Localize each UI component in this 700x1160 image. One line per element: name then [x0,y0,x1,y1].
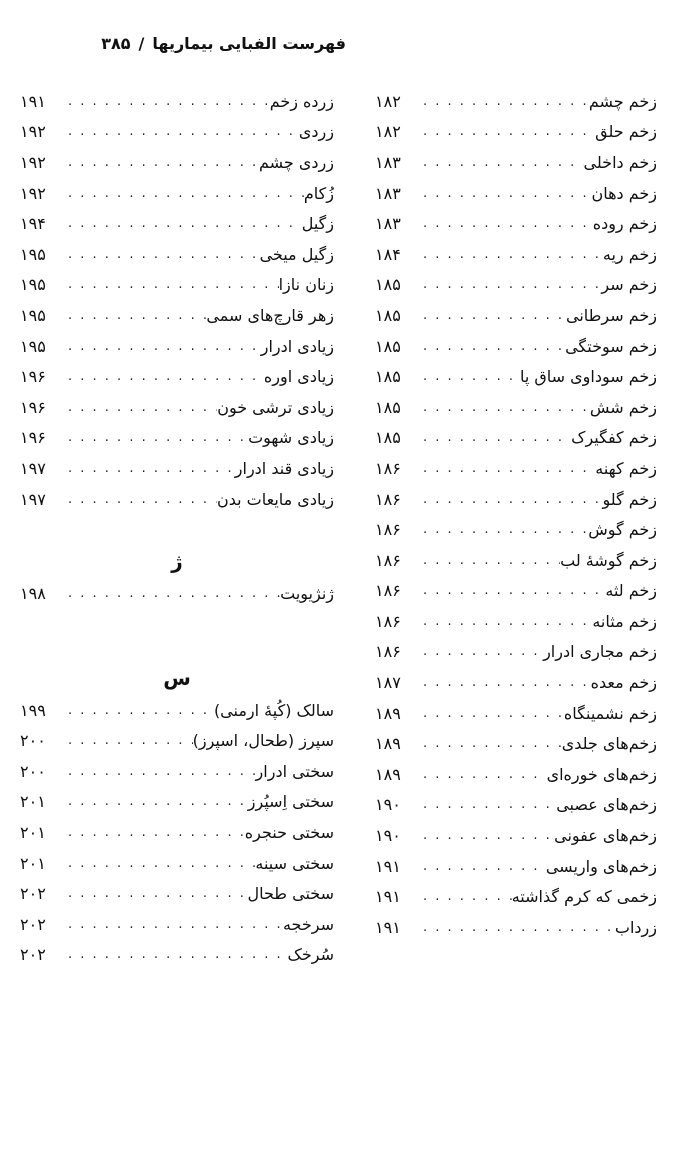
entry-term: سختی سینه [255,853,334,873]
index-entry [375,576,657,607]
index-entry [20,787,334,818]
entry-page-number: ۲۰۰ [20,731,46,751]
entry-term: زیادی شهوت [248,428,334,448]
index-entry [375,667,657,698]
entry-page-number: ۲۰۲ [20,884,46,904]
index-entry [20,270,334,301]
dot-leader [419,247,603,262]
index-entry [375,453,657,484]
index-entry [375,423,657,454]
dot-leader [419,400,590,415]
entry-page-number: ۱۹۷ [20,458,46,478]
entry-term: زیادی مایعات بدن [216,489,334,509]
entry-page-number: ۲۰۲ [20,914,46,934]
dot-leader [419,308,566,323]
entry-page-number: ۱۸۶ [375,642,401,662]
entry-page-number: ۱۹۹ [20,700,46,720]
entry-term: زخم‌های عفونی [554,826,657,846]
index-entry [20,423,334,454]
entry-term: زردی چشم [259,152,334,172]
entry-page-number: ۱۹۱ [20,91,46,111]
dot-leader [419,430,571,445]
entry-term: زیادی اوره [263,367,334,387]
dot-leader [64,430,248,445]
dot-leader [419,216,593,231]
entry-page-number: ۱۸۶ [375,520,401,540]
entry-page-number: ۱۹۱ [375,917,401,937]
index-entry [375,361,657,392]
entry-page-number: ۱۸۳ [375,152,401,172]
dot-leader [64,339,261,354]
entry-term: زرداب [614,917,657,937]
entry-term: سالک (کُپۀ ارمنی) [213,700,334,720]
dot-leader [419,186,591,201]
dot-leader [64,947,288,962]
entry-term: زخم‌های جلدی [561,734,657,754]
dot-leader [64,794,248,809]
index-entry [20,331,334,362]
entry-page-number: ۱۸۹ [375,703,401,723]
entry-page-number: ۱۹۶ [20,428,46,448]
entry-term: زخم‌های خوره‌ای [546,764,657,784]
entry-term: زیادی ادرار [260,336,334,356]
dot-leader [64,825,245,840]
entry-term: زخم کفگیرک [571,428,657,448]
entry-term: زخم‌های واریسی [545,856,657,876]
entry-page-number: ۱۹۲ [20,152,46,172]
index-entry [20,484,334,515]
index-entry [20,578,334,609]
dot-leader [64,369,264,384]
dot-leader [419,706,564,721]
dot-leader [64,764,256,779]
entry-term: زخم‌های عصبی [556,795,657,815]
index-entry [20,117,334,148]
index-entry [20,909,334,940]
entry-page-number: ۱۹۱ [375,856,401,876]
index-entry [375,637,657,668]
dot-leader [64,155,259,170]
entry-term: زخم ریه [602,244,657,264]
dot-leader [64,124,299,139]
index-entry [20,848,334,879]
entry-term: زخمی که کرم گذاشته [511,887,657,907]
dot-leader [64,247,260,262]
index-entry [20,756,334,787]
entry-term: زخم کهنه [595,458,657,478]
entry-term: زیادی قند ادرار [234,458,334,478]
dot-leader [419,920,615,935]
index-entry [20,208,334,239]
dot-leader [419,553,560,568]
dot-leader [64,492,217,507]
dot-leader [419,461,595,476]
entry-page-number: ۱۹۵ [20,305,46,325]
entry-page-number: ۱۹۵ [20,275,46,295]
entry-page-number: ۱۸۳ [375,214,401,234]
section-letter-heading: س [163,665,191,690]
entry-term: زخم لثه [605,581,657,601]
dot-leader [64,733,193,748]
section-gap [20,514,334,544]
index-entry [375,606,657,637]
index-entry [375,331,657,362]
entry-term: سختی طحال [247,884,334,904]
dot-leader [419,889,512,904]
index-entry [375,392,657,423]
entry-term: سختی حنجره [244,823,334,843]
entry-page-number: ۱۸۴ [375,244,401,264]
entry-page-number: ۱۸۵ [375,397,401,417]
entry-page-number: ۱۹۷ [20,489,46,509]
dot-leader [419,736,562,751]
entry-term: سرخجه [282,914,334,934]
dot-leader [419,339,565,354]
index-entry [20,392,334,423]
entry-term: زخم مجاری ادرار [543,642,657,662]
entry-term: زخم حلق [595,122,657,142]
index-entry [375,208,657,239]
dot-leader [64,886,247,901]
entry-page-number: ۱۸۲ [375,122,401,142]
entry-term: زخم گوش [588,520,657,540]
index-entry [20,878,334,909]
entry-term: زخم روده [592,214,657,234]
dot-leader [419,614,592,629]
dot-leader [64,703,214,718]
entry-page-number: ۱۸۹ [375,764,401,784]
index-entry [20,817,334,848]
entry-term: زخم داخلی [583,152,657,172]
index-column-left [20,86,334,970]
entry-page-number: ۱۸۹ [375,734,401,754]
dot-leader [64,400,217,415]
dot-leader [419,644,543,659]
entry-page-number: ۱۸۶ [375,611,401,631]
entry-term: سختی اِسپُرز [247,792,334,812]
running-header [30,34,346,53]
dot-leader [419,124,595,139]
entry-page-number: ۱۸۶ [375,458,401,478]
entry-page-number: ۱۸۵ [375,305,401,325]
index-entry [375,728,657,759]
header-title: فهرست الفبایی بیماریها [152,34,346,53]
entry-page-number: ۱۹۸ [20,584,46,604]
entry-term: زیادی ترشی خون [217,397,334,417]
entry-page-number: ۱۹۱ [375,887,401,907]
index-entry [375,147,657,178]
entry-term: زگیل میخی [259,244,334,264]
entry-page-number: ۱۹۶ [20,397,46,417]
entry-page-number: ۱۹۲ [20,122,46,142]
entry-page-number: ۱۸۶ [375,581,401,601]
entry-page-number: ۲۰۱ [20,792,46,812]
index-entry [375,759,657,790]
entry-term: زخم سوختگی [565,336,657,356]
entry-page-number: ۲۰۲ [20,945,46,965]
entry-page-number: ۱۹۵ [20,244,46,264]
index-entry [375,545,657,576]
index-entry [20,147,334,178]
entry-page-number: ۲۰۱ [20,853,46,873]
entry-page-number: ۱۸۲ [375,91,401,111]
header-page-number: ۳۸۵ [101,34,131,53]
index-entry [20,239,334,270]
entry-page-number: ۲۰۰ [20,761,46,781]
dot-leader [64,461,235,476]
index-entry [20,361,334,392]
index-entry [375,484,657,515]
index-entry [375,86,657,117]
dot-leader [64,586,280,601]
dot-leader [419,767,547,782]
entry-term: زخم سرطانی [566,305,657,325]
dot-leader [64,856,255,871]
entry-term: زگیل [301,214,334,234]
entry-term: زردی [298,122,334,142]
index-entry [375,514,657,545]
entry-term: سختی ادرار [255,761,334,781]
index-entry [375,790,657,821]
entry-term: سُرخک [287,945,334,965]
index-entry [20,86,334,117]
index-entry [375,239,657,270]
dot-leader [419,369,520,384]
index-entry [20,453,334,484]
dot-leader [64,186,304,201]
dot-leader [419,797,556,812]
index-entry [375,117,657,148]
dot-leader [419,583,605,598]
entry-page-number: ۱۸۵ [375,367,401,387]
entry-term: زخم سر [601,275,657,295]
header-separator: / [138,34,145,53]
entry-term: زهر قارچ‌های سمی [206,305,334,325]
entry-term: زُکام [303,183,334,203]
index-entry [375,178,657,209]
dot-leader [64,917,283,932]
index-entry [20,695,334,726]
index-entry [375,698,657,729]
index-entry [375,851,657,882]
index-entry [375,300,657,331]
dot-leader [64,94,270,109]
entry-term: ژنژیویت [280,584,334,604]
entry-page-number: ۱۹۵ [20,336,46,356]
entry-term: زنان نازا [278,275,334,295]
index-entry [20,178,334,209]
entry-term: سپرز (طحال، اسپرز) [192,731,334,751]
entry-page-number: ۱۹۶ [20,367,46,387]
entry-term: زخم سوداوی ساق پا [519,367,657,387]
entry-term: زخم مثانه [592,611,657,631]
dot-leader [64,216,302,231]
entry-term: زخم گوشۀ لب [560,550,657,570]
entry-page-number: ۱۸۶ [375,489,401,509]
index-entry [375,270,657,301]
entry-term: زرده زخم [269,91,334,111]
entry-page-number: ۱۹۰ [375,826,401,846]
entry-term: زخم نشمینگاه [563,703,657,723]
index-entry [375,912,657,943]
index-entry [375,820,657,851]
entry-term: زخم چشم [588,91,657,111]
entry-page-number: ۱۸۶ [375,550,401,570]
entry-term: زخم گلو [602,489,657,509]
dot-leader [419,859,546,874]
entry-term: زخم معده [590,673,657,693]
index-entry [20,726,334,757]
entry-page-number: ۲۰۱ [20,823,46,843]
index-entry [375,881,657,912]
entry-term: زخم شش [589,397,657,417]
entry-page-number: ۱۹۴ [20,214,46,234]
entry-page-number: ۱۸۵ [375,275,401,295]
dot-leader [419,277,601,292]
dot-leader [419,675,591,690]
dot-leader [419,492,602,507]
entry-page-number: ۱۸۷ [375,673,401,693]
entry-page-number: ۱۸۵ [375,336,401,356]
dot-leader [419,155,584,170]
entry-page-number: ۱۸۳ [375,183,401,203]
index-entry [20,300,334,331]
entry-page-number: ۱۹۰ [375,795,401,815]
entry-page-number: ۱۸۵ [375,428,401,448]
section-letter-heading: ژ [171,549,183,574]
index-entry [20,940,334,971]
entry-term: زخم دهان [591,183,657,203]
index-column-right [375,86,657,943]
dot-leader [64,308,206,323]
dot-leader [64,277,279,292]
dot-leader [419,828,554,843]
dot-leader [419,522,588,537]
entry-page-number: ۱۹۲ [20,183,46,203]
dot-leader [419,94,589,109]
section-gap [20,609,334,661]
